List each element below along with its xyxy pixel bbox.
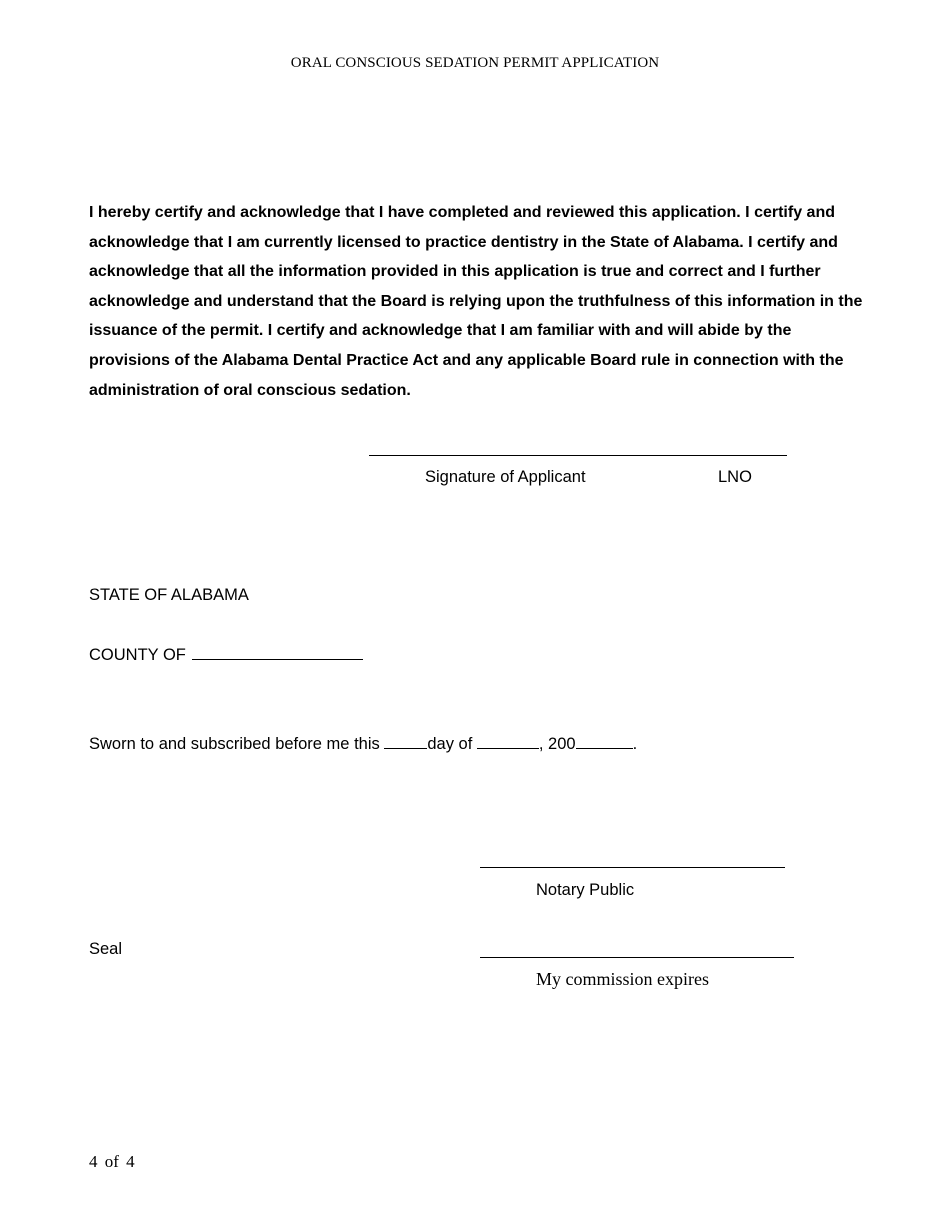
county-row bbox=[89, 645, 363, 665]
notary-public-label: Notary Public bbox=[536, 881, 635, 899]
sworn-prefix: Sworn to and subscribed before me this bbox=[89, 735, 380, 753]
commission-expires-line[interactable] bbox=[480, 957, 794, 958]
state-label: STATE OF ALABAMA bbox=[89, 586, 249, 604]
sworn-suffix: . bbox=[632, 735, 638, 753]
notary-signature-line[interactable] bbox=[480, 867, 785, 868]
day-of-label: day of bbox=[427, 735, 473, 753]
day-field[interactable] bbox=[384, 734, 427, 749]
seal-label: Seal bbox=[89, 940, 123, 958]
document-header: ORAL CONSCIOUS SEDATION PERMIT APPLICATION bbox=[290, 55, 660, 71]
year-prefix: , 200 bbox=[538, 735, 576, 753]
sworn-statement bbox=[89, 734, 637, 754]
year-field[interactable] bbox=[576, 734, 633, 749]
lno-label: LNO bbox=[718, 468, 752, 486]
county-label: COUNTY OF bbox=[89, 646, 186, 664]
county-field[interactable] bbox=[192, 645, 363, 660]
commission-expires-label: My commission expires bbox=[536, 969, 709, 989]
signature-line[interactable] bbox=[369, 455, 787, 456]
signature-label: Signature of Applicant bbox=[425, 468, 586, 486]
certification-statement: I hereby certify and acknowledge that I have completed and reviewed this application. I certify and acknowledge that I am currently licensed to practice dentistry in the State of Alabama. I certify and acknowledge that all the information provided in this application is true and correct and I further acknowledge and understand that the Board is relying upon the truthfulness of this information in the issuance of the permit. I certify and acknowledge that I am familiar with and will abide by the provisions of the Alabama Dental Practice Act and any applicable Board rule in connection with the administration of oral conscious sedation. bbox=[89, 204, 863, 399]
month-field[interactable] bbox=[477, 734, 539, 749]
page-number: 4 of 4 bbox=[89, 1152, 135, 1171]
